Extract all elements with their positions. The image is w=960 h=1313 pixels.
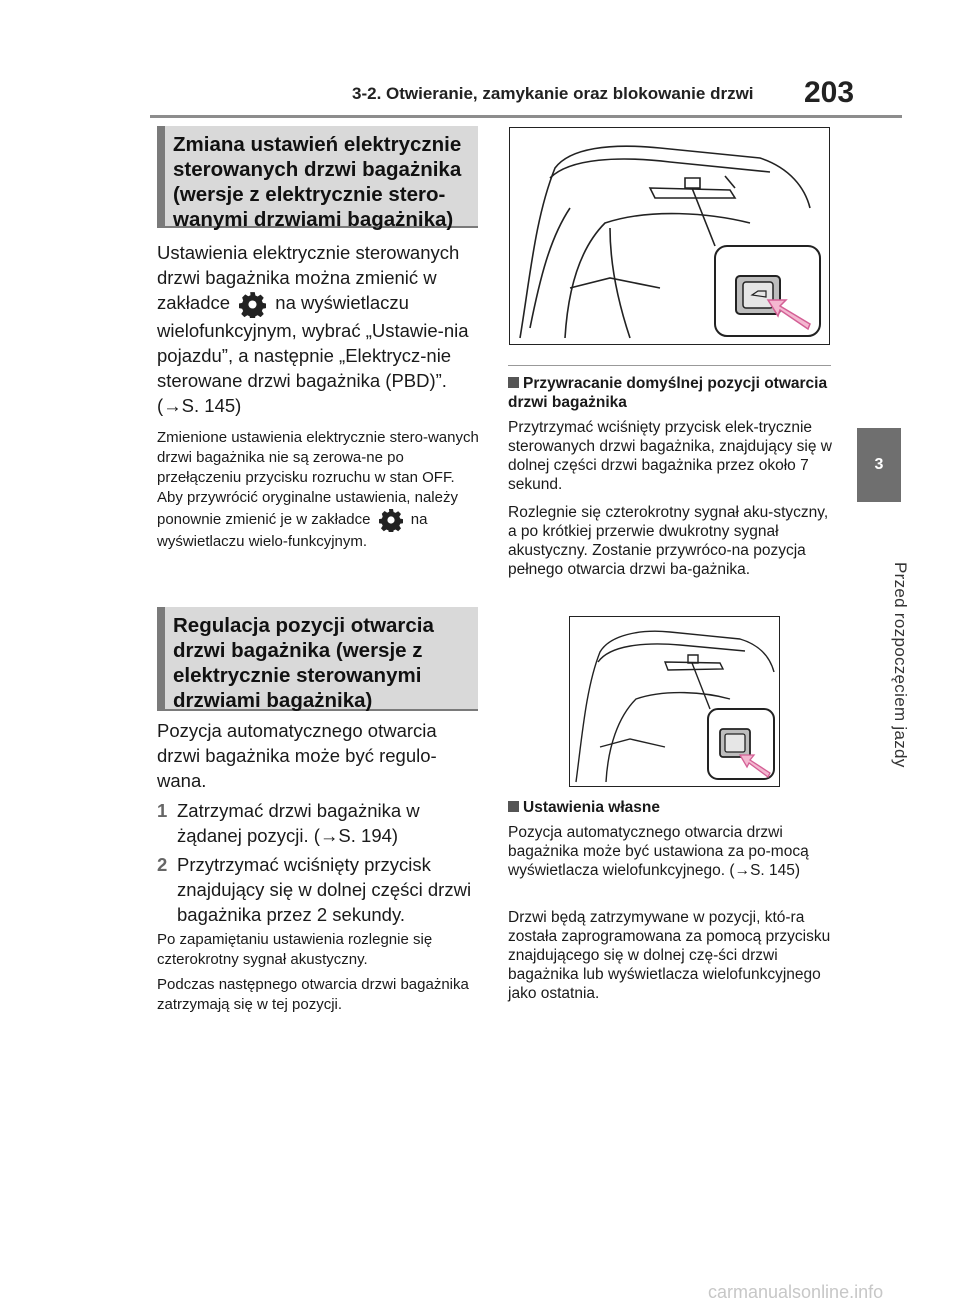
step-note: Po zapamiętaniu ustawienia rozlegnie się czterokrotny sygnał akustyczny. [157, 931, 433, 968]
sub-paragraph: Drzwi będą zatrzymywane w pozycji, któ-ra została zaprogramowana za pomocą przycisku znajdującego się w dolnej czę-ści drzwi bagażnika lub wyświetlacza wielofunkcyjnego jako ostatnia. [508, 909, 831, 1002]
divider [508, 365, 831, 366]
page-number: 203 [804, 76, 855, 109]
gear-icon [379, 508, 403, 532]
running-header: 3-2. Otwieranie, zamykanie oraz blokowanie drzwi [352, 84, 754, 103]
sub-heading [508, 798, 838, 817]
section-intro: Pozycja automatycznego otwarcia drzwi bagażnika może być regulo-wana. [157, 720, 437, 791]
step-number: 2 [157, 854, 168, 875]
bullet-square-icon [508, 377, 519, 388]
sub-heading-text: Przywracanie domyślnej pozycji otwarcia drzwi bagażnika [508, 375, 828, 411]
step-text: Przytrzymać wciśnięty przycisk znajdujący się w dolnej części drzwi bagażnika przez 2 sekundy. [177, 854, 472, 925]
header-rule [150, 115, 902, 118]
gear-icon [239, 291, 266, 318]
chapter-label: Przed rozpoczęciem jazdy [891, 562, 910, 768]
sub-heading [508, 374, 838, 412]
section-note [157, 428, 482, 552]
section-title: Zmiana ustawień elektrycznie sterowanych drzwi bagażnika (wersje z elektrycznie stero-wanymi drzwiami bagażnika) [173, 133, 462, 231]
note-text-part1: Zmienione ustawienia elektrycznie stero-wanych drzwi bagażnika nie są zerowa-ne po przełączeniu przycisku rozruchu w stan OFF. Aby przywrócić oryginalne ustawienia, należy ponownie zmienić je w zakładce [157, 429, 479, 528]
sub-paragraph: Przytrzymać wciśnięty przycisk elek-trycznie sterowanych drzwi bagażnika, znajdujący się w dolnej części drzwi bagażnika przez około 7 sekund. [508, 419, 832, 493]
note-text-part2: na wyświetlaczu wielo-funkcyjnym. [157, 510, 428, 550]
chapter-tab: 3 [857, 428, 901, 502]
step-note: Podczas następnego otwarcia drzwi bagażnika zatrzymają się w tej pozycji. [157, 976, 469, 1013]
tailgate-drawing [510, 128, 828, 343]
watermark: carmanualsonline.info [708, 1282, 884, 1302]
paragraph-text-part1: Ustawienia elektrycznie sterowanych drzwi bagażnika można zmienić w zakładce [157, 242, 460, 313]
sub-paragraph: Pozycja automatycznego otwarcia drzwi bagażnika może być ustawiona za po-mocą wyświetlacza wielofunkcyjnego. (→S. 145) [508, 824, 809, 879]
bullet-square-icon [508, 801, 519, 812]
tailgate-illustration [569, 616, 780, 787]
step-number: 1 [157, 800, 168, 821]
step-item [157, 852, 487, 927]
step-item [157, 798, 487, 848]
section-title: Regulacja pozycji otwarcia drzwi bagażnika (wersje z elektrycznie sterowanymi drzwiami bagażnika) [173, 614, 434, 712]
sub-paragraph: Rozlegnie się czterokrotny sygnał aku-styczny, a po krótkiej przerwie dwukrotny sygnał akustyczny. Zostanie przywróco-na pozycja pełnego otwarcia drzwi ba-gażnika. [508, 504, 829, 578]
paragraph-text-part2: na wyświetlaczu wielofunkcyjnym, wybrać „Ustawie-nia pojazdu”, a następnie „Elektrycz-nie sterowane drzwi bagażnika (PBD)”. (→S. 145) [157, 292, 469, 416]
tailgate-drawing [570, 617, 778, 785]
section-paragraph [157, 240, 482, 418]
section-heading-box [157, 607, 478, 711]
sub-heading-text: Ustawienia własne [523, 799, 660, 816]
step-text: Zatrzymać drzwi bagażnika w żądanej pozycji. (→S. 194) [177, 800, 420, 846]
tailgate-illustration [509, 127, 830, 345]
section-heading-box [157, 126, 478, 231]
